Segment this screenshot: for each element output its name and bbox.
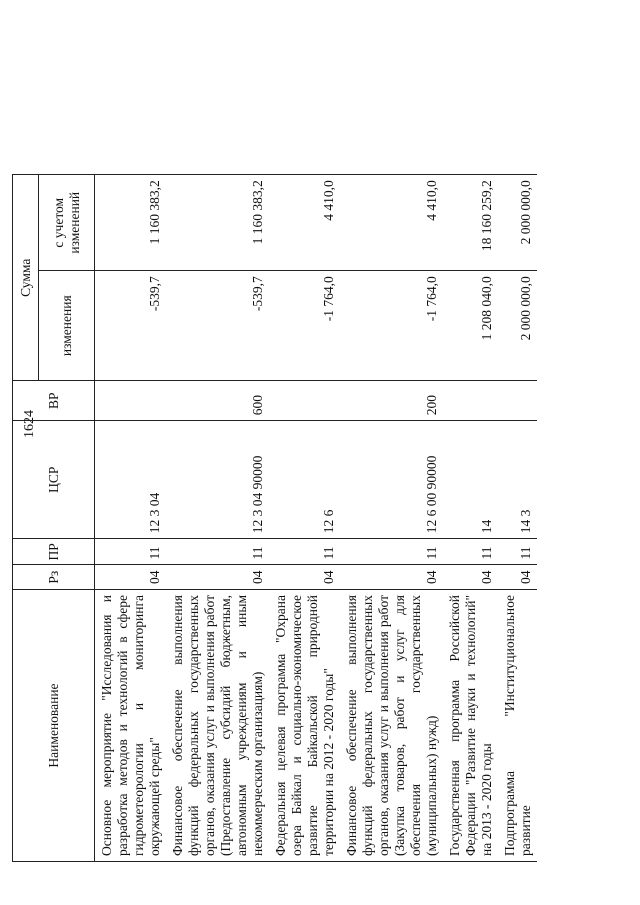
row-name: Государственная программа Российской Федерации "Развитие науки и технологий" на 2013 - 2020 годы bbox=[443, 590, 498, 862]
header-name: Наименование bbox=[13, 590, 95, 862]
row-change: -1 764,0 bbox=[340, 271, 443, 381]
row-total: 4 410,0 bbox=[269, 175, 340, 271]
row-name: Федеральная целевая программа "Охрана озера Байкал и социально-экономическое развитие Байкальской природной территории на 2012 - 2020 годы" bbox=[269, 590, 340, 862]
budget-table bbox=[12, 174, 537, 862]
table-row bbox=[95, 175, 167, 862]
row-total: 18 160 259,2 bbox=[443, 175, 498, 271]
row-pr: 11 bbox=[95, 539, 167, 565]
row-vr bbox=[95, 381, 167, 421]
row-name: Финансовое обеспечение выполнения функций федеральных государственных органов, оказания услуг и выполнения работ (Предоставление субсидий бюджетным, автономным учреждениям и иным некоммерческим организациям) bbox=[166, 590, 269, 862]
row-total: 4 410,0 bbox=[340, 175, 443, 271]
header-csr: ЦСР bbox=[13, 421, 95, 539]
row-change: 2 000 000,0 bbox=[498, 271, 537, 381]
row-name: Основное мероприятие "Исследования и разработка методов и технологий в сфере гидрометеорологии и мониторинга окружающей среды" bbox=[95, 590, 167, 862]
header-with-changes: с учетом изменений bbox=[39, 175, 95, 271]
row-rz: 04 bbox=[166, 565, 269, 590]
row-rz: 04 bbox=[95, 565, 167, 590]
row-csr: 14 bbox=[443, 421, 498, 539]
rotated-table-page bbox=[12, 42, 532, 862]
row-csr: 12 6 bbox=[269, 421, 340, 539]
header-changes: изменения bbox=[39, 271, 95, 381]
row-csr: 12 3 04 90000 bbox=[166, 421, 269, 539]
row-vr bbox=[443, 381, 498, 421]
row-rz: 04 bbox=[340, 565, 443, 590]
row-change: -1 764,0 bbox=[269, 271, 340, 381]
header-rz: Рз bbox=[13, 565, 95, 590]
row-total: 1 160 383,2 bbox=[95, 175, 167, 271]
row-csr: 12 3 04 bbox=[95, 421, 167, 539]
row-change: -539,7 bbox=[166, 271, 269, 381]
table-row bbox=[166, 175, 269, 862]
row-pr: 11 bbox=[340, 539, 443, 565]
row-total: 1 160 383,2 bbox=[166, 175, 269, 271]
header-sum: Сумма bbox=[13, 175, 39, 381]
header-vr: ВР bbox=[13, 381, 95, 421]
page-number: 1624 bbox=[22, 410, 37, 438]
row-total: 2 000 000,0 bbox=[498, 175, 537, 271]
header-pr: ПР bbox=[13, 539, 95, 565]
row-pr: 11 bbox=[166, 539, 269, 565]
table-row bbox=[269, 175, 340, 862]
row-change: 1 208 040,0 bbox=[443, 271, 498, 381]
table-row bbox=[443, 175, 498, 862]
row-vr bbox=[269, 381, 340, 421]
row-vr: 600 bbox=[166, 381, 269, 421]
row-pr: 11 bbox=[443, 539, 498, 565]
row-rz: 04 bbox=[443, 565, 498, 590]
row-name: Финансовое обеспечение выполнения функций федеральных государственных органов, оказания услуг и выполнения работ (Закупка товаров, работ и услуг для обеспечения государственных (муниципальных) нужд) bbox=[340, 590, 443, 862]
row-vr: 200 bbox=[340, 381, 443, 421]
row-pr: 11 bbox=[498, 539, 537, 565]
row-rz: 04 bbox=[498, 565, 537, 590]
row-csr: 14 3 bbox=[498, 421, 537, 539]
row-vr bbox=[498, 381, 537, 421]
table-row bbox=[498, 175, 537, 862]
row-csr: 12 6 00 90000 bbox=[340, 421, 443, 539]
row-change: -539,7 bbox=[95, 271, 167, 381]
row-pr: 11 bbox=[269, 539, 340, 565]
row-rz: 04 bbox=[269, 565, 340, 590]
table-row bbox=[340, 175, 443, 862]
row-name: Подпрограмма "Институциональное развитие bbox=[498, 590, 537, 862]
